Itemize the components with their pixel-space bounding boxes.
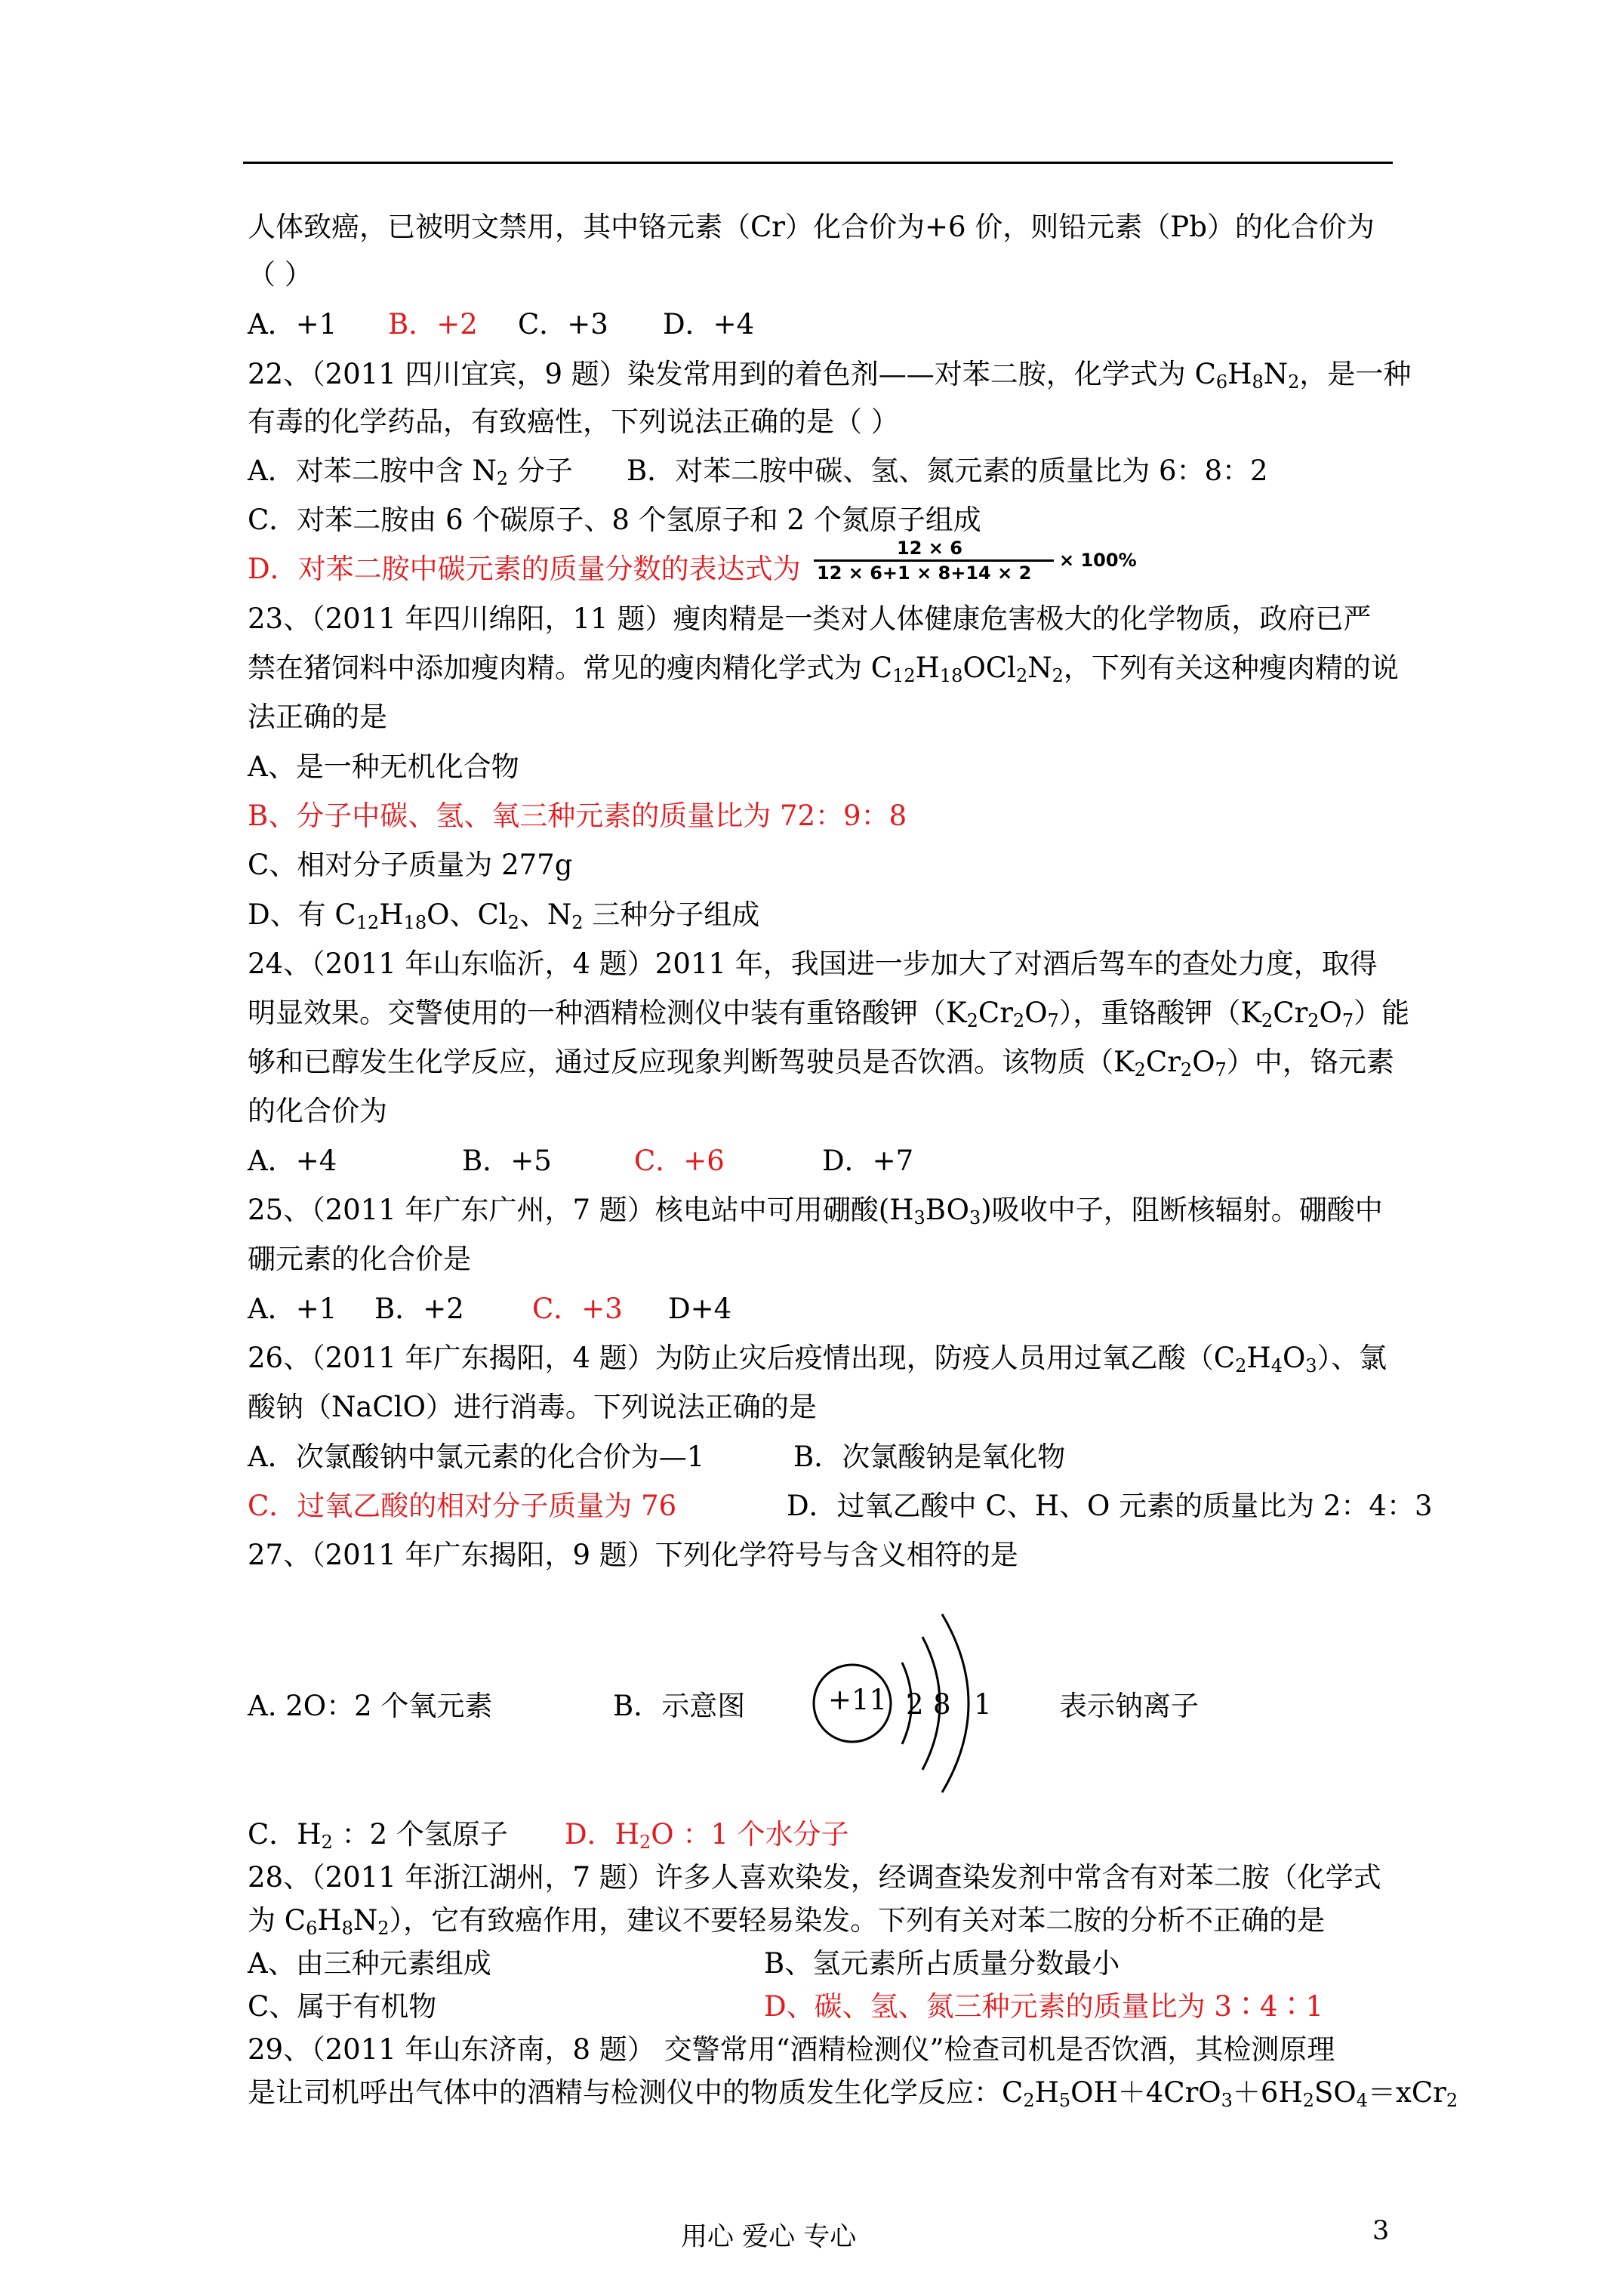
fraction-numerator: 12 × 6 — [897, 538, 962, 559]
shell-count-3: 1 — [974, 1688, 992, 1721]
question-23-line1: 23、（2011 年四川绵阳，11 题）瘦肉精是一类对人体健康危害极大的化学物质，政府已严 — [248, 603, 1372, 635]
question-26-line1: 26、（2011 年广东揭阳，4 题）为防止灾后疫情出现，防疫人员用过氧乙酸$(C_2H_4O_3)$、氯 — [248, 1342, 1387, 1376]
option-b: B．+5 — [462, 1145, 552, 1177]
option-a: A．次氯酸钠中氯元素的化合价为—1 — [248, 1441, 705, 1473]
option-c: C、属于有机物 — [248, 1990, 437, 2023]
option-a: A、由三种元素组成 — [248, 1947, 491, 1980]
option-a: A. 2O：2 个氧元素 — [248, 1690, 493, 1722]
question-21-bracket: （ ） — [248, 258, 313, 291]
question-22-line2: 有毒的化学药品，有致癌性，下列说法正确的是（ ） — [248, 405, 899, 438]
option-b: B．对苯二胺中碳、氢、氮元素的质量比为 6：8：2 — [627, 455, 1268, 487]
option-d-answer: D、碳、氢、氮三种元素的质量比为 3∶4∶1 — [764, 1990, 1324, 2023]
question-24-line2: 明显效果。交警使用的一种酒精检测仪中装有重铬酸钾$(K_2Cr_2O_7)$，重铬酸钾$(K_2Cr_2O_7)$能 — [248, 997, 1410, 1031]
question-28-line2: 为 $C_6H_8N_2$），它有致癌作用，建议不要轻易染发。下列有关对苯二胺的分析不正确的是 — [248, 1904, 1326, 1939]
option-a: A．+1 — [248, 308, 337, 341]
question-26-line2: 酸钠（NaClO）进行消毒。下列说法正确的是 — [248, 1391, 817, 1423]
question-22-option-c: C．对苯二胺由 6 个碳原子、8 个氢原子和 2 个氮原子组成 — [248, 504, 981, 536]
question-24-line3: 够和已醇发生化学反应，通过反应现象判断驾驶员是否饮酒。该物质$(K_2Cr_2O_7)$中，铬元素 — [248, 1046, 1394, 1080]
option-c-answer: C．+3 — [532, 1293, 623, 1325]
question-23-option-d: D、有 $C_{12}H_{18}O$、$Cl_2$、$N_2$ 三种分子组成 — [248, 898, 760, 933]
question-29-line1: 29、（2011 年山东济南，8 题） 交警常用“酒精检测仪”检查司机是否饮酒，其检测原理 — [248, 2033, 1335, 2066]
question-23-line3: 法正确的是 — [248, 701, 387, 733]
question-29-line2: 是让司机呼出气体中的酒精与检测仪中的物质发生化学反应：$C_2H_5OH+4CrO_3+6H_2SO_4=xCr_2$ — [248, 2076, 1458, 2111]
option-b: B、氢元素所占质量分数最小 — [764, 1947, 1120, 1980]
question-27-line1: 27、（2011 年广东揭阳，9 题）下列化学符号与含义相符的是 — [248, 1539, 1018, 1571]
question-22-option-d-answer: D．对苯二胺中碳元素的质量分数的表达式为 — [248, 553, 801, 585]
question-25-line2: 硼元素的化合价是 — [248, 1243, 471, 1275]
fraction-bar — [814, 559, 1054, 562]
shell-count-2: 8 — [933, 1688, 951, 1721]
option-c: C．$H_2$ ：2 个氢原子 — [248, 1818, 508, 1853]
nucleus-charge: +11 — [828, 1684, 888, 1716]
option-c-answer: C．过氧乙酸的相对分子质量为 76 — [248, 1490, 677, 1522]
question-23-line2: 禁在猪饲料中添加瘦肉精。常见的瘦肉精化学式为 $C_{12}H_{18}OCl_2N_2$，下列有关这种瘦肉精的说 — [248, 652, 1399, 686]
option-c-answer: C．+6 — [634, 1145, 725, 1177]
header-rule — [243, 162, 1393, 164]
question-28-line1: 28、（2011 年浙江湖州，7 题）许多人喜欢染发，经调查染发剂中常含有对苯二胺（化学式 — [248, 1861, 1381, 1894]
fraction-multiplier: × 100% — [1059, 550, 1137, 571]
option-a: A．对苯二胺中含 $N_2$ 分子 — [248, 455, 573, 489]
option-d: D．+4 — [663, 308, 755, 341]
option-b-meaning: 表示钠离子 — [1059, 1690, 1199, 1722]
shell-count-1: 2 — [906, 1688, 924, 1721]
page-number: 3 — [1372, 2216, 1390, 2246]
question-21-text: 人体致癌，已被明文禁用，其中铬元素（Cr）化合价为+6 价，则铅元素（Pb）的化合价为 — [248, 211, 1375, 243]
question-23-option-a: A、是一种无机化合物 — [248, 750, 519, 783]
option-a: A．+1 — [248, 1293, 337, 1325]
option-b: B．次氯酸钠是氧化物 — [793, 1441, 1066, 1473]
question-24-line1: 24、（2011 年山东临沂，4 题）2011 年，我国进一步加大了对酒后驾车的查处力度，取得 — [248, 948, 1378, 980]
fraction-denominator: 12 × 6+1 × 8+14 × 2 — [817, 562, 1032, 584]
option-d: D．+7 — [822, 1145, 914, 1177]
option-c: C．+3 — [518, 308, 608, 341]
option-a: A．+4 — [248, 1145, 337, 1177]
option-d-answer: D．$H_2O$ ：1 个水分子 — [565, 1818, 849, 1853]
question-23-option-b-answer: B、分子中碳、氢、氧三种元素的质量比为 72：9：8 — [248, 800, 907, 832]
option-d: D+4 — [668, 1293, 732, 1325]
option-d: D．过氧乙酸中 C、H、O 元素的质量比为 2：4：3 — [787, 1490, 1433, 1522]
question-25-line1: 25、（2011 年广东广州，7 题）核电站中可用硼酸$(H_3BO_3)$吸收中子，阻断核辐射。硼酸中 — [248, 1194, 1383, 1228]
option-b: B．+2 — [374, 1293, 464, 1325]
question-24-line4: 的化合价为 — [248, 1095, 387, 1127]
question-23-option-c: C、相对分子质量为 277g — [248, 849, 573, 881]
option-b: B．示意图 — [613, 1690, 746, 1722]
question-22-line1: 22、（2011 四川宜宾，9 题）染发常用到的着色剂——对苯二胺，化学式为 $C_6H_8N_2$，是一种 — [248, 358, 1412, 393]
footer-motto: 用心 爱心 专心 — [681, 2222, 857, 2252]
option-b-answer: B．+2 — [388, 308, 478, 341]
